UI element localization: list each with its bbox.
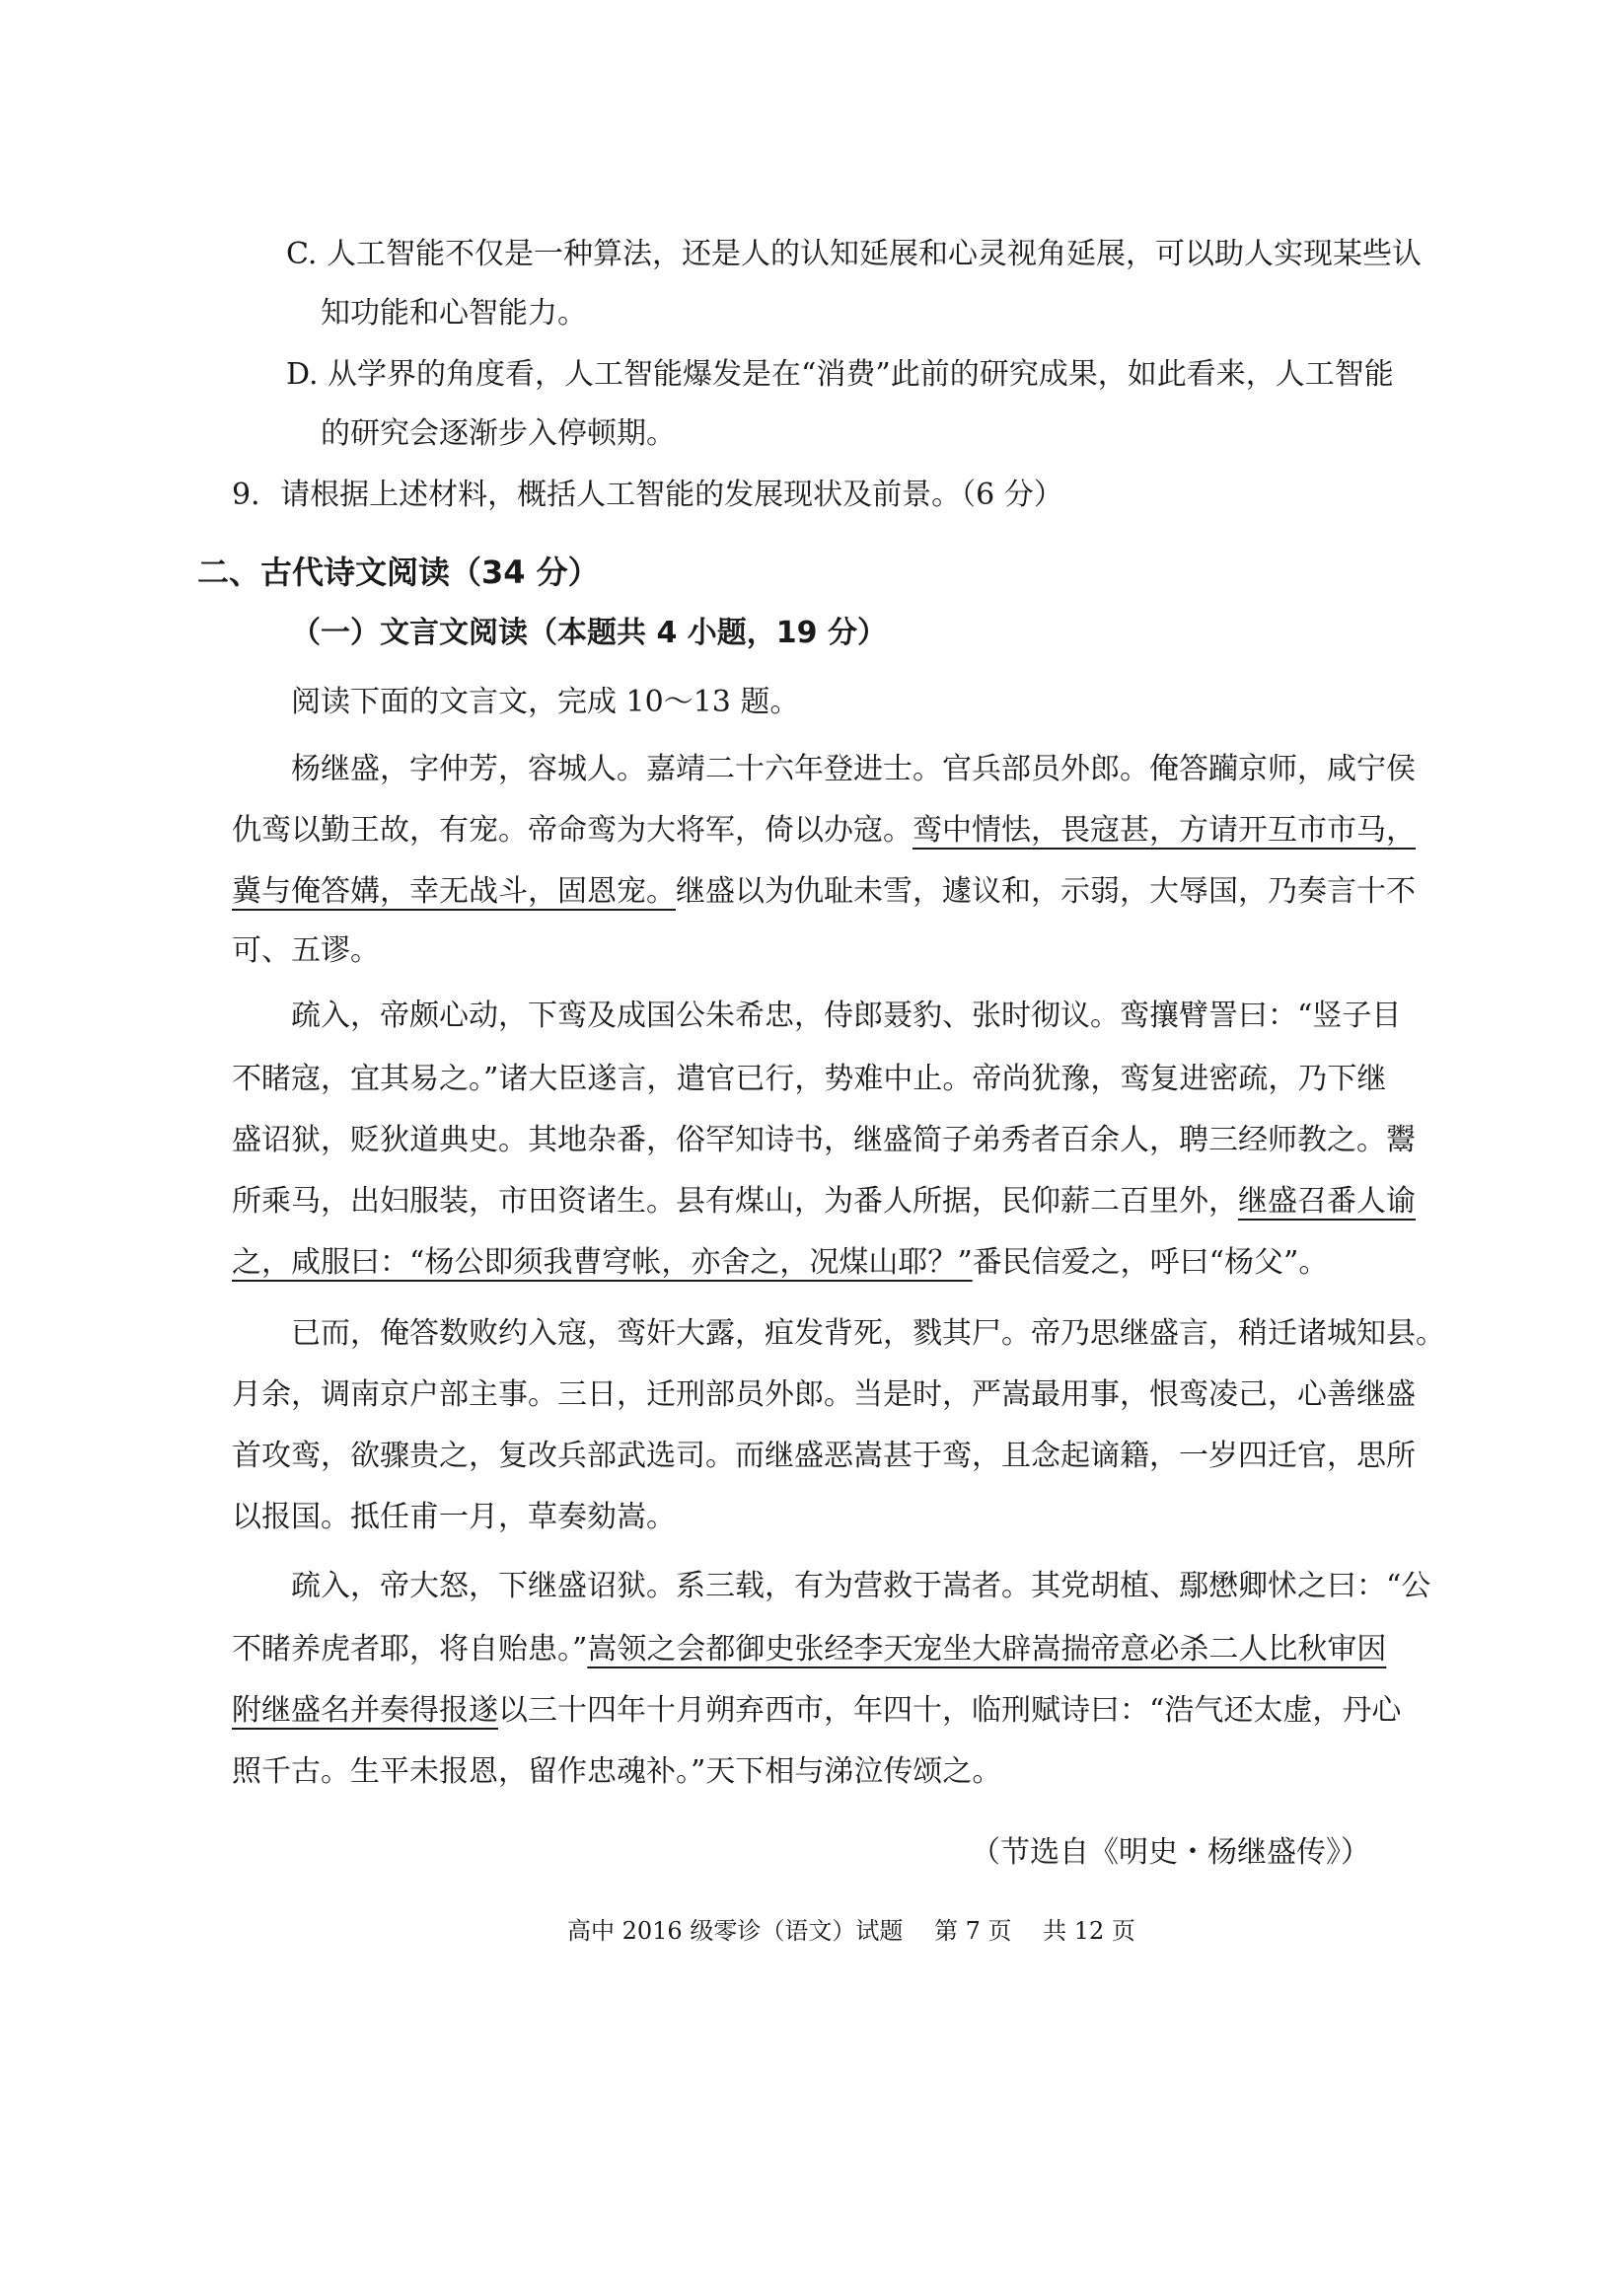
option-d-line1: D. 从学界的角度看，人工智能爆发是在“消费”此前的研究成果，如此看来，人工智能 (286, 357, 1394, 392)
passage-line: 以报国。抵任甫一月，草奏劾嵩。 (232, 1500, 676, 1534)
underlined-text: 附继盛名并奏得报遂 (232, 1693, 498, 1728)
passage-text: 番民信爱之，呼曰“杨父”。 (972, 1245, 1329, 1280)
passage-line: 首攻鸾，欲骤贵之，复改兵部武选司。而继盛恶嵩甚于鸾，且念起谪籍，一岁四迁官，思所 (232, 1439, 1416, 1473)
underlined-text: 之，咸服曰：“杨公即须我曹穹帐，亦舍之，况煤山耶？” (232, 1245, 973, 1280)
passage-text: 仇鸾以勤王故，有宠。帝命鸾为大将军，倚以办寇。 (232, 813, 913, 848)
underlined-text: 冀与俺答媾，幸无战斗，固恩宠。 (232, 874, 676, 909)
passage-line: 可、五谬。 (232, 933, 380, 968)
option-d-line2: 的研究会逐渐步入停顿期。 (321, 416, 676, 451)
underlined-text: 鸾中情怯，畏寇甚，方请开互市市马， (913, 813, 1416, 848)
passage-line (232, 1182, 1416, 1222)
passage-text: 所乘马，出妇服装，市田资诸生。县有煤山，为番人所据，民仰薪二百里外， (232, 1184, 1238, 1219)
passage-text: 继盛以为仇耻未雪，遽议和，示弱，大辱国，乃奏言十不 (676, 874, 1416, 909)
passage-line: 杨继盛，字仲芳，容城人。嘉靖二十六年登进士。官兵部员外郎。俺答躏京师，咸宁侯 (291, 752, 1416, 786)
passage-line: 疏入，帝颇心动，下鸾及成国公朱希忠，侍郎聂豹、张时彻议。鸾攘臂詈曰：“竖子目 (291, 999, 1402, 1033)
passage-line: 照千古。生平未报恩，留作忠魂补。”天下相与涕泣传颂之。 (232, 1754, 1002, 1789)
passage-text: 不睹养虎者耶，将自贻患。” (232, 1632, 588, 1666)
passage-line (232, 1691, 1401, 1731)
section-heading: 二、古代诗文阅读（34 分） (197, 554, 600, 591)
option-c-line1: C. 人工智能不仅是一种算法，还是人的认知延展和心灵视角延展，可以助人实现某些认 (286, 237, 1422, 271)
underlined-text: 嵩领之会都御史张经李天宠坐大辟嵩揣帝意必杀二人比秋审因 (587, 1632, 1387, 1666)
option-c-line2: 知功能和心智能力。 (321, 296, 587, 331)
subsection-heading: （一）文言文阅读（本题共 4 小题，19 分） (291, 616, 887, 650)
passage-line (232, 1243, 1328, 1283)
passage-line: 盛诏狱，贬狄道典史。其地杂番，俗罕知诗书，继盛简子弟秀者百余人，聘三经师教之。鬻 (232, 1123, 1416, 1157)
passage-line (232, 1630, 1386, 1669)
passage-line (232, 811, 1416, 851)
instruction-text: 阅读下面的文言文，完成 10～13 题。 (291, 685, 800, 719)
passage-line: 疏入，帝大怒，下继盛诏狱。系三载，有为营救于嵩者。其党胡植、鄢懋卿怵之曰：“公 (291, 1569, 1431, 1603)
passage-line: 不睹寇，宜其易之。”诸大臣遂言，遣官已行，势难中止。帝尚犹豫，鸾复进密疏，乃下继 (232, 1062, 1387, 1096)
source-citation: （节选自《明史・杨继盛传》） (971, 1835, 1370, 1870)
page-footer: 高中 2016 级零诊（语文）试题 第 7 页 共 12 页 (567, 1917, 1135, 1945)
question-9: 9．请根据上述材料，概括人工智能的发展现状及前景。（6 分） (232, 478, 1063, 512)
passage-line: 已而，俺答数败约入寇，鸾奸大露，疽发背死，戮其尸。帝乃思继盛言，稍迁诸城知县。 (291, 1316, 1445, 1351)
passage-line (232, 872, 1416, 912)
passage-line: 月余，调南京户部主事。三日，迁刑部员外郎。当是时，严嵩最用事，恨鸾凌己，心善继盛 (232, 1377, 1416, 1412)
underlined-text: 继盛召番人谕 (1238, 1184, 1416, 1219)
passage-text: 以三十四年十月朔弃西市，年四十，临刑赋诗曰：“浩气还太虚，丹心 (498, 1693, 1402, 1728)
